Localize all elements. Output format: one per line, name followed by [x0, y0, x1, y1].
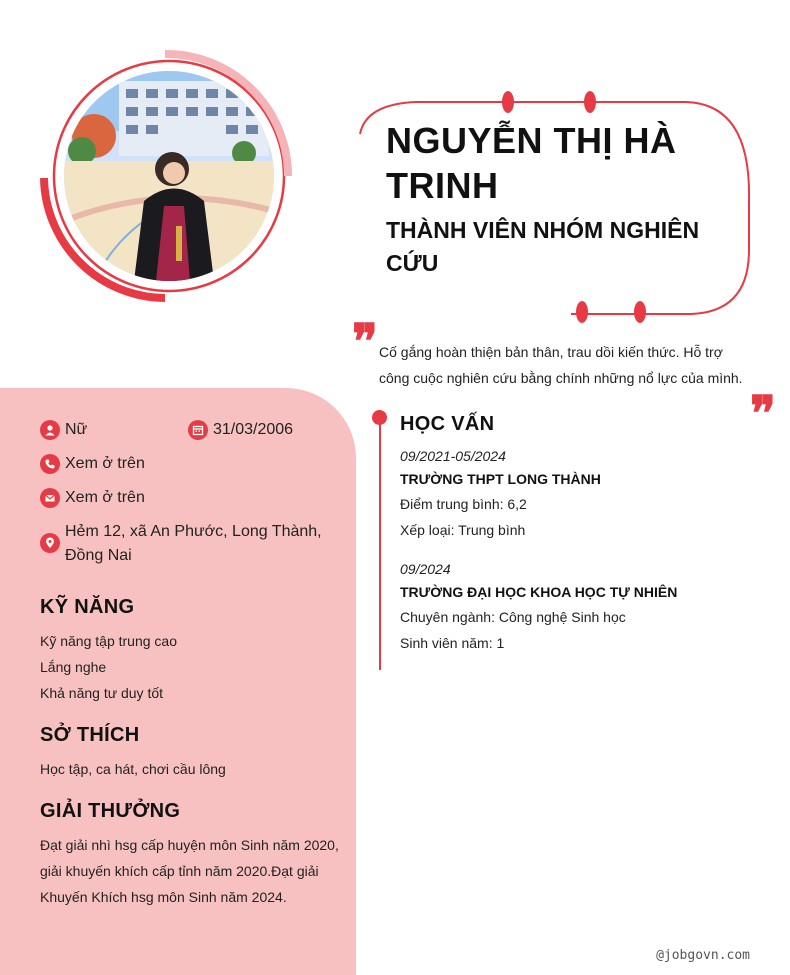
- skills-heading: KỸ NĂNG: [40, 596, 135, 618]
- education-heading: HỌC VẤN: [400, 413, 495, 435]
- user-icon: [40, 420, 60, 440]
- profile-photo-frame: [40, 50, 300, 310]
- education-date: 09/2021-05/2024: [400, 448, 506, 464]
- education-timeline-dot: [372, 410, 387, 425]
- education-date: 09/2024: [400, 561, 451, 577]
- skill-item: Khả năng tư duy tốt: [40, 685, 164, 701]
- skill-item: Kỹ năng tập trung cao: [40, 633, 177, 649]
- calendar-icon: [188, 420, 208, 440]
- watermark: @jobgovn.com: [656, 948, 750, 963]
- education-school: TRƯỜNG THPT LONG THÀNH: [400, 471, 601, 487]
- awards-heading: GIẢI THƯỞNG: [40, 800, 181, 822]
- education-detail: Xếp loại: Trung bình: [400, 522, 526, 538]
- email-icon: [40, 488, 60, 508]
- quote-close-icon: ❞: [750, 386, 776, 442]
- email-row: [40, 486, 145, 510]
- gender-row: [40, 418, 87, 442]
- email-value: Xem ở trên: [65, 489, 145, 506]
- objective-text: Cố gắng hoàn thiện bản thân, trau dồi kiến thức. Hỗ trợ công cuộc nghiên cứu bằng chính những nổ lực của mình.: [379, 344, 743, 386]
- address-value: Hẻm 12, xã An Phước, Long Thành, Đồng Nai: [65, 523, 322, 564]
- phone-row: [40, 452, 145, 476]
- education-school: TRƯỜNG ĐẠI HỌC KHOA HỌC TỰ NHIÊN: [400, 584, 678, 600]
- education-detail: Điểm trung bình: 6,2: [400, 496, 527, 512]
- birthday-value: 31/03/2006: [213, 421, 294, 438]
- address-row: [40, 520, 330, 568]
- quote-open-icon: ❞: [352, 314, 378, 370]
- birthday-row: [188, 418, 293, 442]
- header-block: [386, 118, 716, 280]
- education-detail: Chuyên ngành: Công nghệ Sinh học: [400, 609, 626, 625]
- candidate-name: NGUYỄN THỊ HÀ TRINH: [386, 120, 677, 206]
- avatar: [64, 71, 274, 281]
- job-title: THÀNH VIÊN NHÓM NGHIÊN CỨU: [386, 217, 700, 276]
- education-timeline-line: [379, 418, 381, 670]
- skill-item: Lắng nghe: [40, 659, 107, 675]
- phone-value: Xem ở trên: [65, 455, 145, 472]
- hobbies-text: Học tập, ca hát, chơi cầu lông: [40, 761, 226, 777]
- hobbies-heading: SỞ THÍCH: [40, 724, 140, 746]
- awards-text: Đạt giải nhì hsg cấp huyện môn Sinh năm 2020, giải khuyến khích cấp tỉnh năm 2020.Đạt giải Khuyến Khích hsg môn Sinh năm 2024.: [40, 837, 339, 905]
- location-icon: [40, 533, 60, 553]
- gender-value: Nữ: [65, 421, 88, 438]
- phone-icon: [40, 454, 60, 474]
- education-detail: Sinh viên năm: 1: [400, 635, 505, 651]
